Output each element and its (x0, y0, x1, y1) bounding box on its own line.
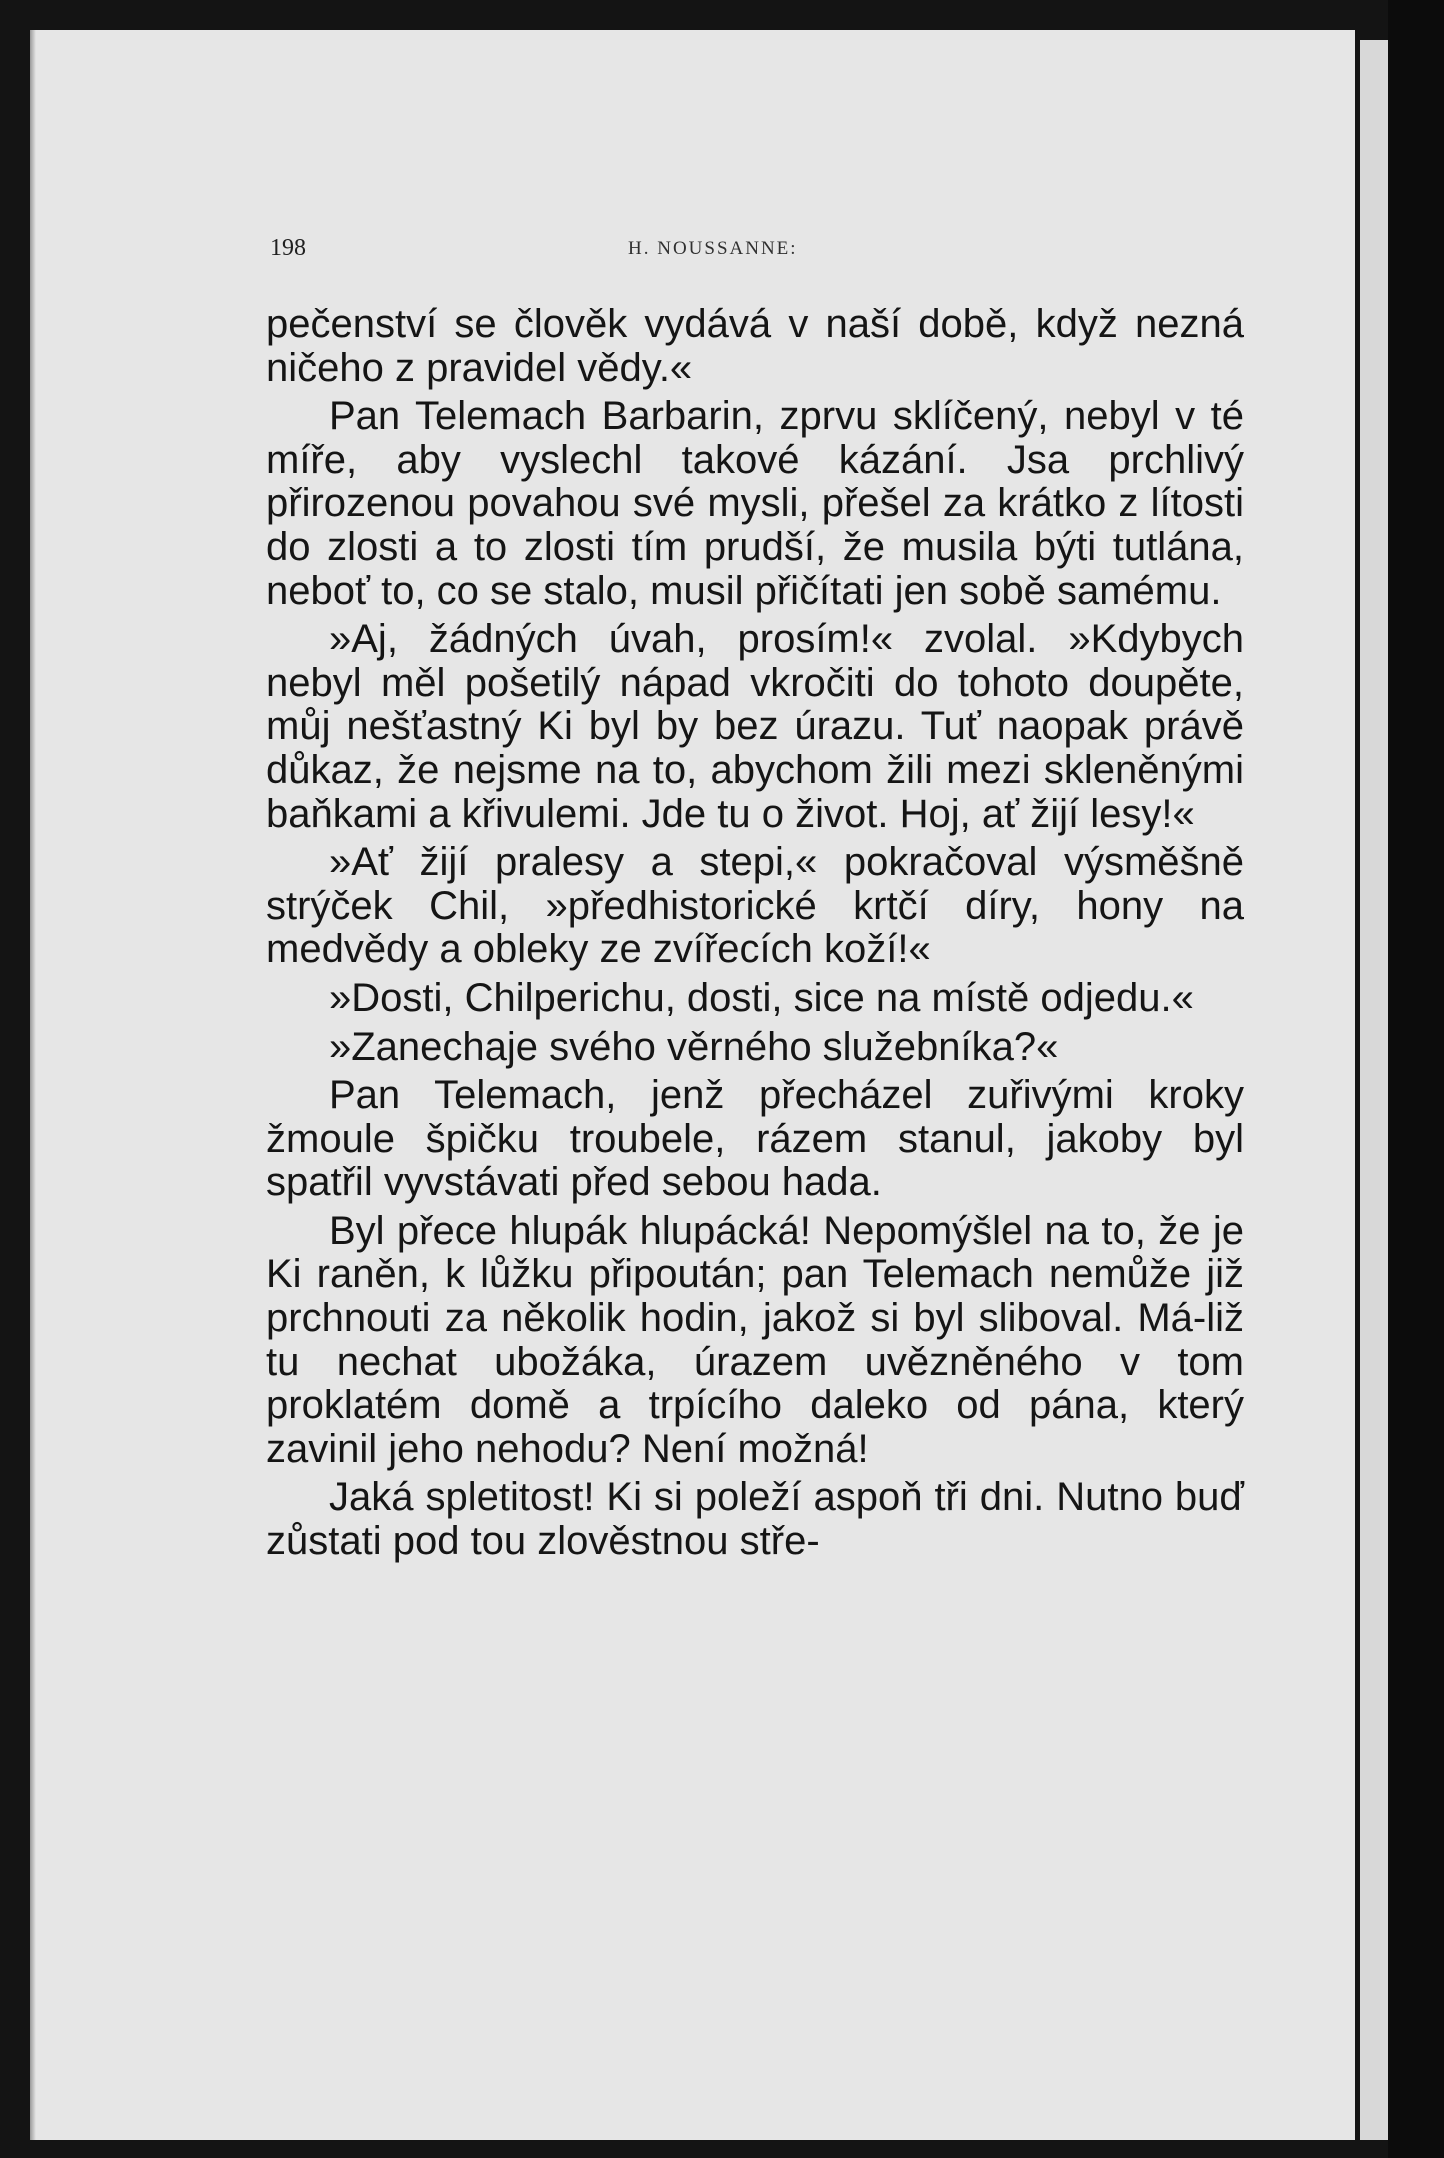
paragraph: Pan Telemach, jenž přecházel zuřivými kroky žmoule špičku troubele, rázem stanul, jakoby byl spatřil vyvstávati před sebou hada. (266, 1073, 1244, 1205)
paragraph: »Dosti, Chilperichu, dosti, sice na místě odjedu.« (329, 975, 1194, 1020)
adjacent-page-edge (1360, 40, 1388, 2140)
paragraph: Byl přece hlupák hlupácká! Nepomýšlel na to, že je Ki raněn, k lůžku připoután; pan Telemach nemůže již prchnouti za několik hodin, jakož si byl sliboval. Má-liž tu nechat ubožáka, úrazem uvězněného v tom proklatém domě a trpícího daleko od pána, který zavinil jeho nehodu? Není možná! (266, 1208, 1244, 1471)
page-header (0, 235, 1444, 267)
paragraph: »Aj, žádných úvah, prosím!« zvolal. »Kdybych nebyl měl pošetilý nápad vkročiti do tohoto doupěte, můj nešťastný Ki byl by bez úrazu. Tuť naopak právě důkaz, že nejsme na to, abychom žili mezi skleněnými baňkami a křivulemi. Jde tu o život. Hoj, ať žijí lesy!« (266, 617, 1244, 836)
binding-edge (30, 30, 36, 2140)
paragraph: »Zanechaje svého věrného služebníka?« (329, 1024, 1059, 1069)
scanner-border (1388, 0, 1444, 2158)
body-text (266, 303, 1244, 1569)
paragraph: pečenství se člověk vydává v naší době, když nezná ničeho z pravidel vědy.« (266, 302, 1244, 390)
paragraph: Jaká spletitost! Ki si poleží aspoň tři dni. Nutno buď zůstati pod tou zlověstnou stře- (266, 1475, 1244, 1564)
page-number: 198 (270, 235, 306, 261)
paragraph: Pan Telemach Barbarin, zprvu sklíčený, nebyl v té míře, aby vyslechl takové kázání. Jsa prchlivý přirozenou povahou své mysli, přešel za krátko z lítosti do zlosti a to zlosti tím prudší, že musila býti tutlána, neboť to, co se stalo, musil přičítati jen sobě samému. (266, 394, 1244, 613)
paragraph: »Ať žijí pralesy a stepi,« pokračoval výsměšně strýček Chil, »předhistorické krtčí díry, hony na medvědy a obleky ze zvířecích koží!« (266, 840, 1244, 972)
running-head: H. NOUSSANNE: (628, 238, 798, 259)
